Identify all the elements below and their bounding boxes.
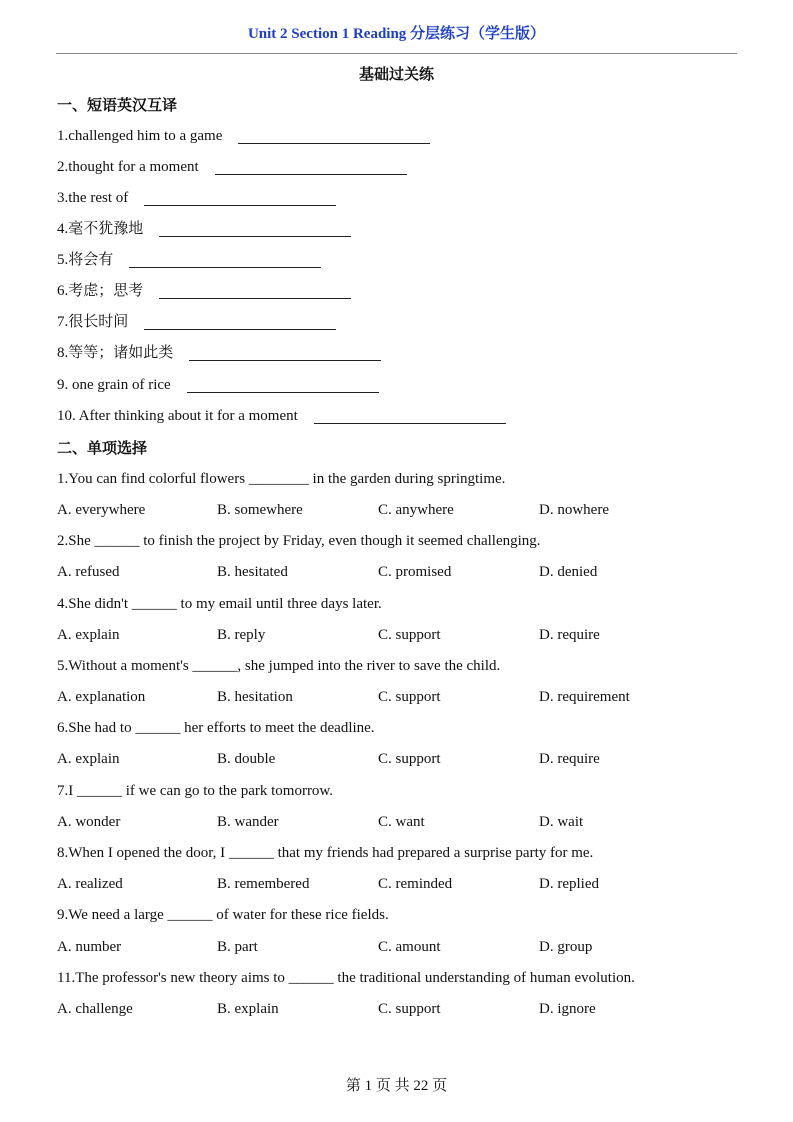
question-options [57,937,697,957]
phrase-item-4 [57,219,351,239]
question-options [57,687,697,707]
phrase-item-1 [57,126,430,146]
question-options [57,749,697,769]
phrase-text: 8.等等；诸如此类 [57,345,174,361]
option-c[interactable]: C. amount [378,939,441,955]
answer-blank[interactable] [215,174,407,175]
option-b[interactable]: B. hesitated [217,564,288,580]
option-c[interactable]: C. support [378,751,441,767]
question-stem: 7.I ______ if we can go to the park tomorrow. [57,783,334,799]
part1-heading: 一、短语英汉互译 [57,98,178,114]
phrase-text: 3.the rest of [57,190,129,206]
phrase-item-10 [57,406,506,426]
document-header-title: Unit 2 Section 1 Reading 分层练习（学生版） [247,26,546,42]
option-a[interactable]: A. number [57,939,122,955]
phrase-item-2 [57,157,407,177]
question-stem: 11.The professor's new theory aims to ______ the traditional understanding of human evolution. [57,970,635,986]
answer-blank[interactable] [144,205,336,206]
option-d[interactable]: D. require [539,627,600,643]
page-number-footer: 第 1 页 共 22 页 [345,1078,448,1094]
answer-blank[interactable] [144,329,336,330]
option-d[interactable]: D. requirement [539,689,630,705]
phrase-item-9 [57,375,379,395]
question-stem: 4.She didn't ______ to my email until three days later. [57,596,382,612]
answer-blank[interactable] [129,267,321,268]
header-divider [56,53,737,54]
answer-blank[interactable] [238,143,430,144]
option-c[interactable]: C. support [378,627,441,643]
answer-blank[interactable] [314,423,506,424]
option-d[interactable]: D. wait [539,814,584,830]
option-a[interactable]: A. refused [57,564,120,580]
option-d[interactable]: D. group [539,939,593,955]
phrase-item-8 [57,343,381,363]
option-d[interactable]: D. require [539,751,600,767]
question-stem: 1.You can find colorful flowers ________ in the garden during springtime. [57,471,506,487]
question-options [57,500,697,520]
option-b[interactable]: B. remembered [217,876,310,892]
option-c[interactable]: C. support [378,1001,441,1017]
answer-blank[interactable] [187,392,379,393]
part2-heading: 二、单项选择 [57,441,148,457]
question-options [57,812,697,832]
phrase-item-5 [57,250,321,270]
option-b[interactable]: B. somewhere [217,502,303,518]
question-stem: 9.We need a large ______ of water for these rice fields. [57,907,389,923]
option-d[interactable]: D. ignore [539,1001,596,1017]
option-a[interactable]: A. challenge [57,1001,133,1017]
option-c[interactable]: C. promised [378,564,452,580]
option-b[interactable]: B. wander [217,814,279,830]
option-d[interactable]: D. denied [539,564,598,580]
phrase-text: 2.thought for a moment [57,159,199,175]
option-c[interactable]: C. support [378,689,441,705]
question-options [57,625,697,645]
option-a[interactable]: A. everywhere [57,502,146,518]
option-b[interactable]: B. double [217,751,276,767]
answer-blank[interactable] [159,298,351,299]
option-b[interactable]: B. part [217,939,258,955]
phrase-text: 5.将会有 [57,252,114,268]
option-b[interactable]: B. hesitation [217,689,293,705]
question-stem: 5.Without a moment's ______, she jumped into the river to save the child. [57,658,501,674]
question-options [57,874,697,894]
answer-blank[interactable] [159,236,351,237]
phrase-item-3 [57,188,336,208]
option-a[interactable]: A. explain [57,627,120,643]
option-a[interactable]: A. explanation [57,689,146,705]
phrase-item-7 [57,312,336,332]
phrase-text: 9. one grain of rice [57,377,171,393]
phrase-text: 7.很长时间 [57,314,129,330]
option-d[interactable]: D. replied [539,876,599,892]
question-options [57,562,697,582]
question-stem: 6.She had to ______ her efforts to meet the deadline. [57,720,375,736]
phrase-item-6 [57,281,351,301]
question-stem: 8.When I opened the door, I ______ that my friends had prepared a surprise party for me. [57,845,594,861]
phrase-text: 4.毫不犹豫地 [57,221,144,237]
phrase-text: 10. After thinking about it for a moment [57,408,298,424]
question-stem: 2.She ______ to finish the project by Friday, even though it seemed challenging. [57,533,541,549]
phrase-text: 1.challenged him to a game [57,128,223,144]
option-a[interactable]: A. realized [57,876,123,892]
section-title: 基础过关练 [358,67,434,83]
question-options [57,999,697,1019]
option-a[interactable]: A. wonder [57,814,121,830]
option-a[interactable]: A. explain [57,751,120,767]
option-d[interactable]: D. nowhere [539,502,609,518]
option-c[interactable]: C. anywhere [378,502,454,518]
option-b[interactable]: B. reply [217,627,266,643]
option-b[interactable]: B. explain [217,1001,279,1017]
answer-blank[interactable] [189,360,381,361]
phrase-text: 6.考虑；思考 [57,283,144,299]
option-c[interactable]: C. want [378,814,425,830]
option-c[interactable]: C. reminded [378,876,453,892]
